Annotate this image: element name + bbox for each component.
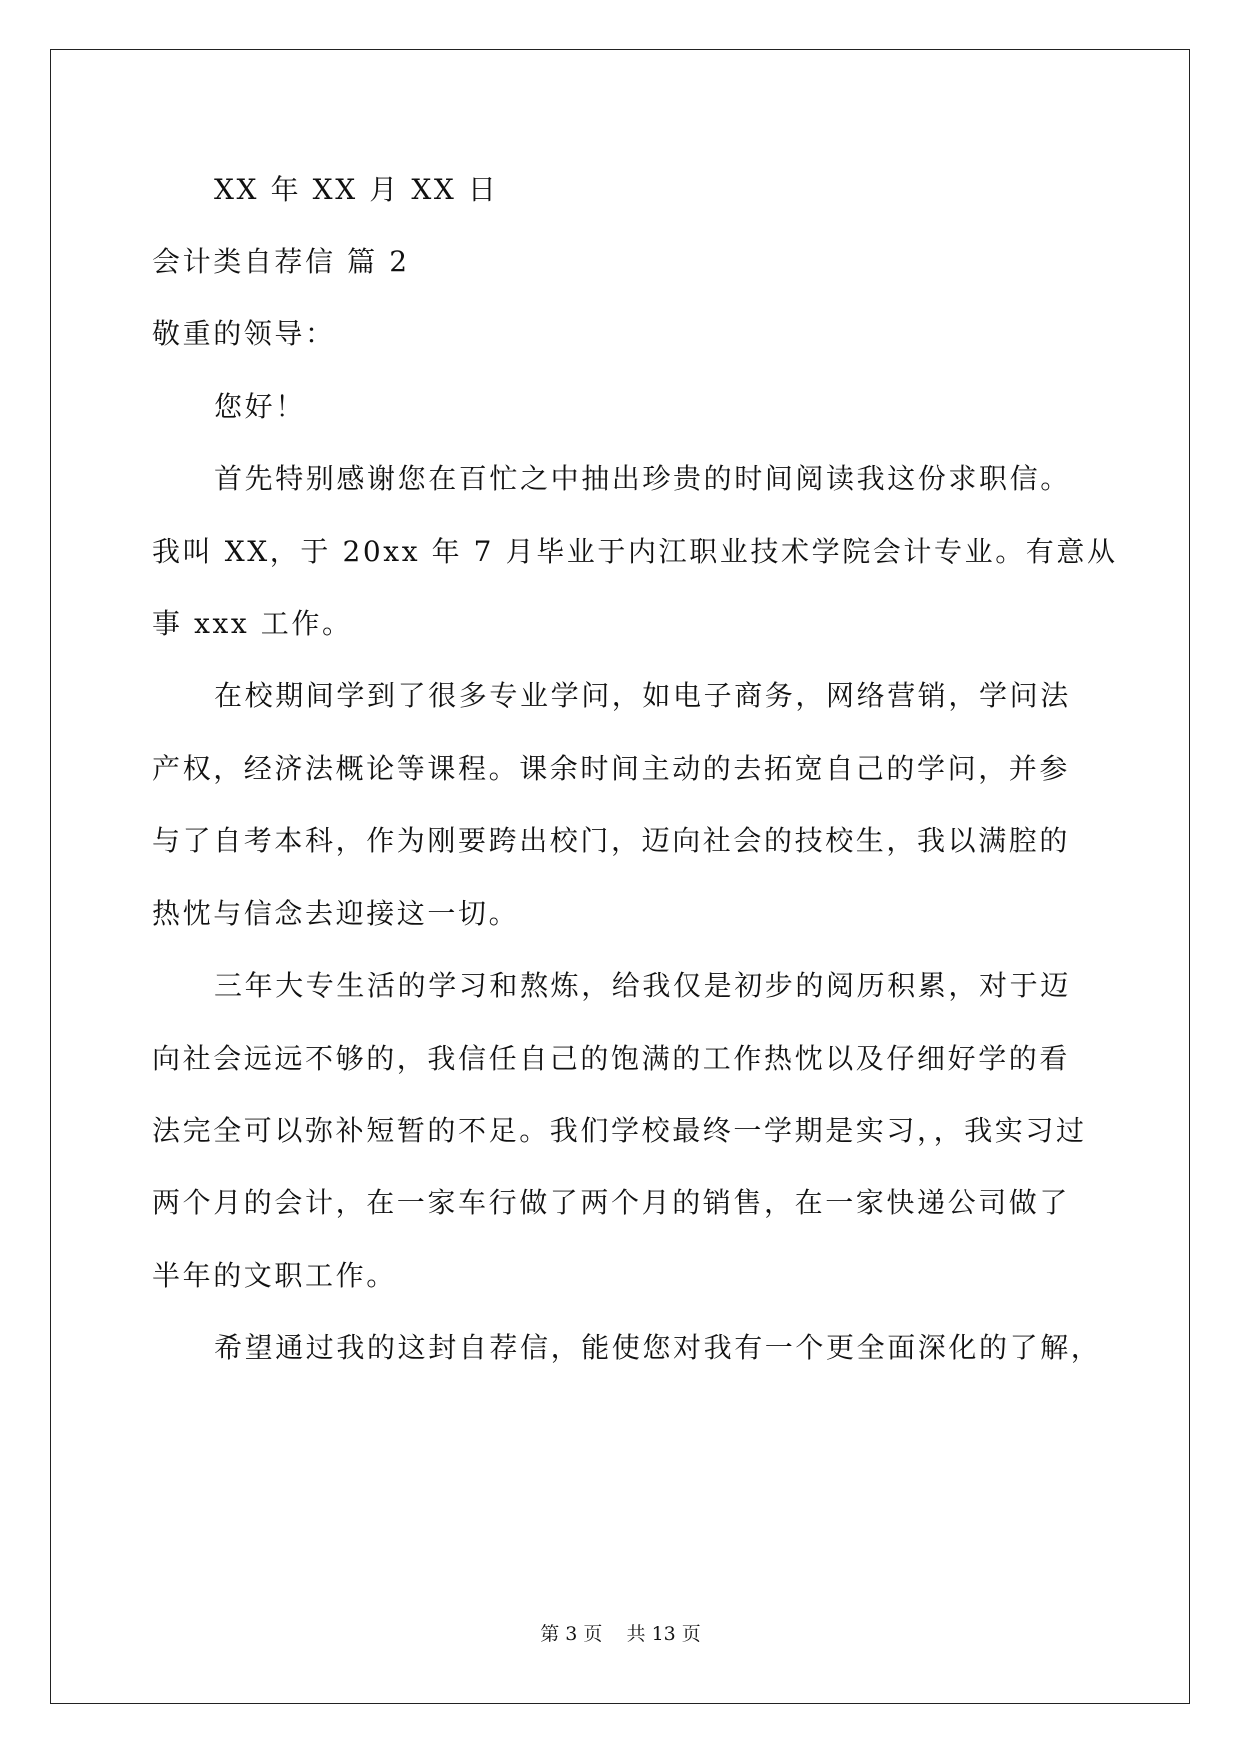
section-heading: 会计类自荐信 篇 2 <box>152 245 410 278</box>
paragraph-line: 事 xxx 工作。 <box>152 607 353 640</box>
paragraph-line: 在校期间学到了很多专业学问，如电子商务，网络营销，学问法 <box>214 679 1071 712</box>
paragraph-line: 热忱与信念去迎接这一切。 <box>152 897 520 930</box>
salutation: 敬重的领导： <box>152 317 336 350</box>
paragraph-line: 向社会远远不够的，我信任自己的饱满的工作热忱以及仔细好学的看 <box>152 1042 1071 1075</box>
paragraph-line: 半年的文职工作。 <box>152 1259 397 1292</box>
page-number-footer: 第 3 页 共 13 页 <box>540 1623 701 1645</box>
paragraph-line: 首先特别感谢您在百忙之中抽出珍贵的时间阅读我这份求职信。 <box>214 462 1071 495</box>
paragraph-line: 两个月的会计，在一家车行做了两个月的销售，在一家快递公司做了 <box>152 1186 1071 1219</box>
date-line: XX 年 XX 月 XX 日 <box>214 173 499 206</box>
page-frame <box>50 49 1190 1704</box>
paragraph-line: 法完全可以弥补短暂的不足。我们学校最终一学期是实习，，我实习过 <box>152 1114 1087 1147</box>
paragraph-line: 产权，经济法概论等课程。课余时间主动的去拓宽自己的学问，并参 <box>152 752 1071 785</box>
paragraph-line: 我叫 XX，于 20xx 年 7 月毕业于内江职业技术学院会计专业。有意从 <box>152 535 1118 568</box>
paragraph-line: 三年大专生活的学习和熬炼，给我仅是初步的阅历积累，对于迈 <box>214 969 1071 1002</box>
greeting: 您好！ <box>214 390 306 423</box>
paragraph-line: 与了自考本科，作为刚要跨出校门，迈向社会的技校生，我以满腔的 <box>152 824 1071 857</box>
paragraph-line: 希望通过我的这封自荐信，能使您对我有一个更全面深化的了解， <box>214 1331 1102 1364</box>
